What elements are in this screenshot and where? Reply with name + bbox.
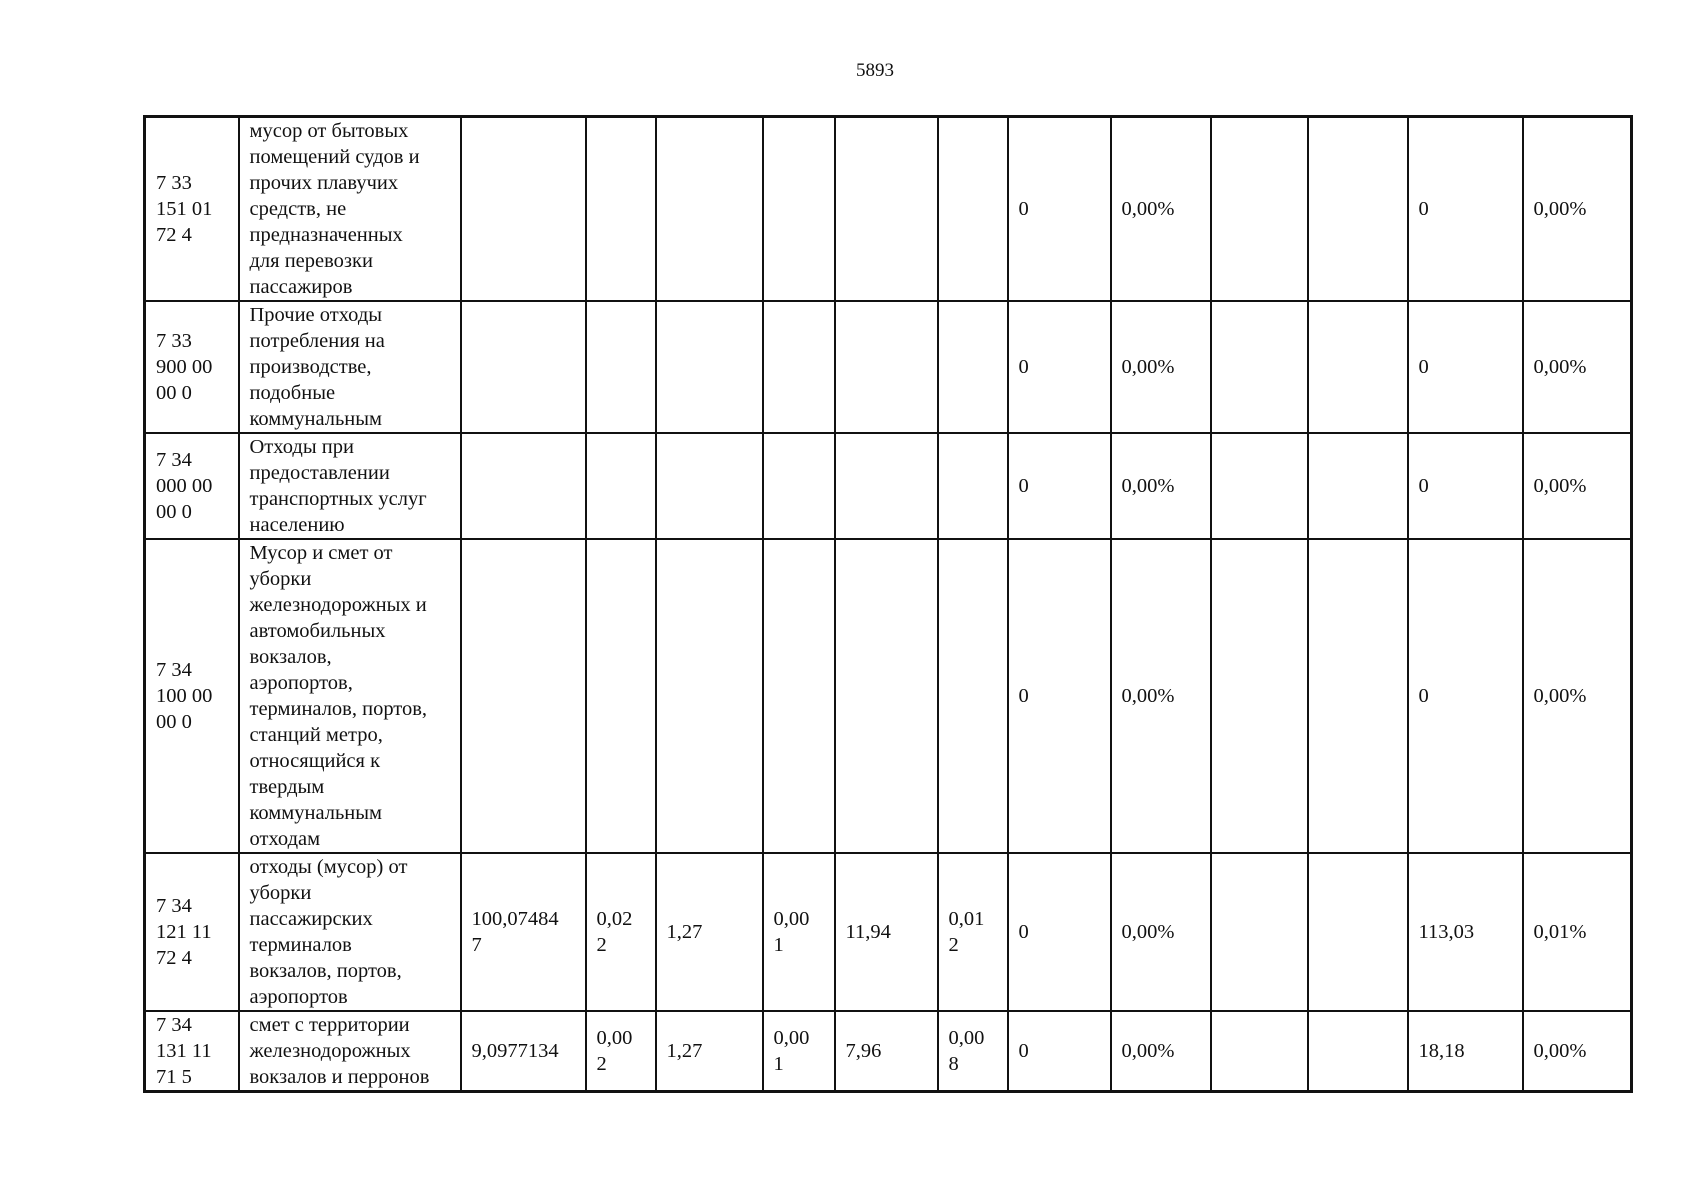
table-cell: 1,27 bbox=[656, 853, 763, 1011]
table-cell: 0,00% bbox=[1523, 301, 1632, 433]
waste-code-cell: 7 33 900 00 00 0 bbox=[145, 301, 239, 433]
table-cell: 0,00% bbox=[1523, 433, 1632, 539]
table-cell bbox=[461, 117, 586, 302]
table-cell bbox=[763, 433, 835, 539]
table-cell: 0 bbox=[1408, 539, 1523, 853]
table-cell: 0,01 2 bbox=[938, 853, 1008, 1011]
table-cell: 0 bbox=[1008, 539, 1111, 853]
table-cell: 11,94 bbox=[835, 853, 938, 1011]
table-cell: 0,00 1 bbox=[763, 1011, 835, 1092]
table-row bbox=[145, 539, 1632, 853]
table-cell bbox=[656, 117, 763, 302]
table-cell: 0 bbox=[1008, 1011, 1111, 1092]
table-cell: 0 bbox=[1408, 301, 1523, 433]
table-cell bbox=[586, 301, 656, 433]
waste-description-cell: мусор от бытовых помещений судов и прочих плавучих средств, не предназначенных для перевозки пассажиров bbox=[239, 117, 461, 302]
table-row bbox=[145, 117, 1632, 302]
table-cell bbox=[938, 117, 1008, 302]
table-cell bbox=[1211, 853, 1308, 1011]
table-cell bbox=[1308, 433, 1408, 539]
table-cell: 0 bbox=[1008, 853, 1111, 1011]
table-cell bbox=[586, 117, 656, 302]
table-cell: 0,00 2 bbox=[586, 1011, 656, 1092]
table-cell: 0 bbox=[1408, 433, 1523, 539]
table-row bbox=[145, 1011, 1632, 1092]
table-cell bbox=[1211, 301, 1308, 433]
table-cell: 0,00% bbox=[1111, 853, 1211, 1011]
table-cell: 0 bbox=[1008, 301, 1111, 433]
table-cell: 113,03 bbox=[1408, 853, 1523, 1011]
table-cell bbox=[1211, 539, 1308, 853]
waste-description-cell: смет с территории железнодорожных вокзалов и перронов bbox=[239, 1011, 461, 1092]
table-cell bbox=[586, 539, 656, 853]
table-cell bbox=[586, 433, 656, 539]
table-row bbox=[145, 433, 1632, 539]
page-number: 5893 bbox=[856, 60, 894, 81]
waste-code-cell: 7 34 100 00 00 0 bbox=[145, 539, 239, 853]
table-cell: 0,00% bbox=[1523, 539, 1632, 853]
table-cell: 0 bbox=[1408, 117, 1523, 302]
table-cell bbox=[938, 433, 1008, 539]
table-cell: 0 bbox=[1008, 117, 1111, 302]
waste-description-cell: Прочие отходы потребления на производстве, подобные коммунальным bbox=[239, 301, 461, 433]
table-cell bbox=[461, 433, 586, 539]
waste-code-cell: 7 34 131 11 71 5 bbox=[145, 1011, 239, 1092]
table-cell bbox=[763, 539, 835, 853]
waste-table bbox=[143, 115, 1633, 1093]
table-cell bbox=[835, 433, 938, 539]
table-cell: 0,00% bbox=[1523, 1011, 1632, 1092]
table-cell: 18,18 bbox=[1408, 1011, 1523, 1092]
table-cell bbox=[1211, 117, 1308, 302]
waste-code-cell: 7 33 151 01 72 4 bbox=[145, 117, 239, 302]
table-cell bbox=[938, 301, 1008, 433]
table-cell bbox=[1308, 539, 1408, 853]
waste-description-cell: отходы (мусор) от уборки пассажирских терминалов вокзалов, портов, аэропортов bbox=[239, 853, 461, 1011]
table-cell bbox=[461, 539, 586, 853]
table-cell bbox=[938, 539, 1008, 853]
waste-description-cell: Отходы при предоставлении транспортных услуг населению bbox=[239, 433, 461, 539]
table-row bbox=[145, 853, 1632, 1011]
table-cell bbox=[1308, 117, 1408, 302]
table-cell bbox=[656, 301, 763, 433]
table-cell bbox=[763, 301, 835, 433]
table-cell: 7,96 bbox=[835, 1011, 938, 1092]
table-cell: 0,00% bbox=[1111, 539, 1211, 853]
table-cell bbox=[835, 301, 938, 433]
waste-code-cell: 7 34 000 00 00 0 bbox=[145, 433, 239, 539]
table-cell bbox=[763, 117, 835, 302]
table-cell bbox=[1308, 1011, 1408, 1092]
table-cell bbox=[461, 301, 586, 433]
waste-description-cell: Мусор и смет от уборки железнодорожных и автомобильных вокзалов, аэропортов, терминалов, портов, станций метро, относящийся к твердым коммунальным отходам bbox=[239, 539, 461, 853]
table-cell bbox=[656, 539, 763, 853]
table-cell: 0,00% bbox=[1111, 1011, 1211, 1092]
table-cell bbox=[1308, 853, 1408, 1011]
table-cell: 0,00% bbox=[1111, 117, 1211, 302]
table-cell bbox=[1308, 301, 1408, 433]
table-cell: 0,00 1 bbox=[763, 853, 835, 1011]
table-cell: 1,27 bbox=[656, 1011, 763, 1092]
table-cell bbox=[835, 117, 938, 302]
table-cell: 0 bbox=[1008, 433, 1111, 539]
table-cell: 100,07484 7 bbox=[461, 853, 586, 1011]
table-cell: 0,00% bbox=[1111, 301, 1211, 433]
table-row bbox=[145, 301, 1632, 433]
table-cell: 0,01% bbox=[1523, 853, 1632, 1011]
table-cell: 0,02 2 bbox=[586, 853, 656, 1011]
table-cell bbox=[1211, 433, 1308, 539]
table-cell bbox=[656, 433, 763, 539]
waste-code-cell: 7 34 121 11 72 4 bbox=[145, 853, 239, 1011]
table-cell: 9,0977134 bbox=[461, 1011, 586, 1092]
table-cell: 0,00% bbox=[1111, 433, 1211, 539]
table-cell bbox=[835, 539, 938, 853]
table-cell: 0,00 8 bbox=[938, 1011, 1008, 1092]
table-cell bbox=[1211, 1011, 1308, 1092]
table-cell: 0,00% bbox=[1523, 117, 1632, 302]
